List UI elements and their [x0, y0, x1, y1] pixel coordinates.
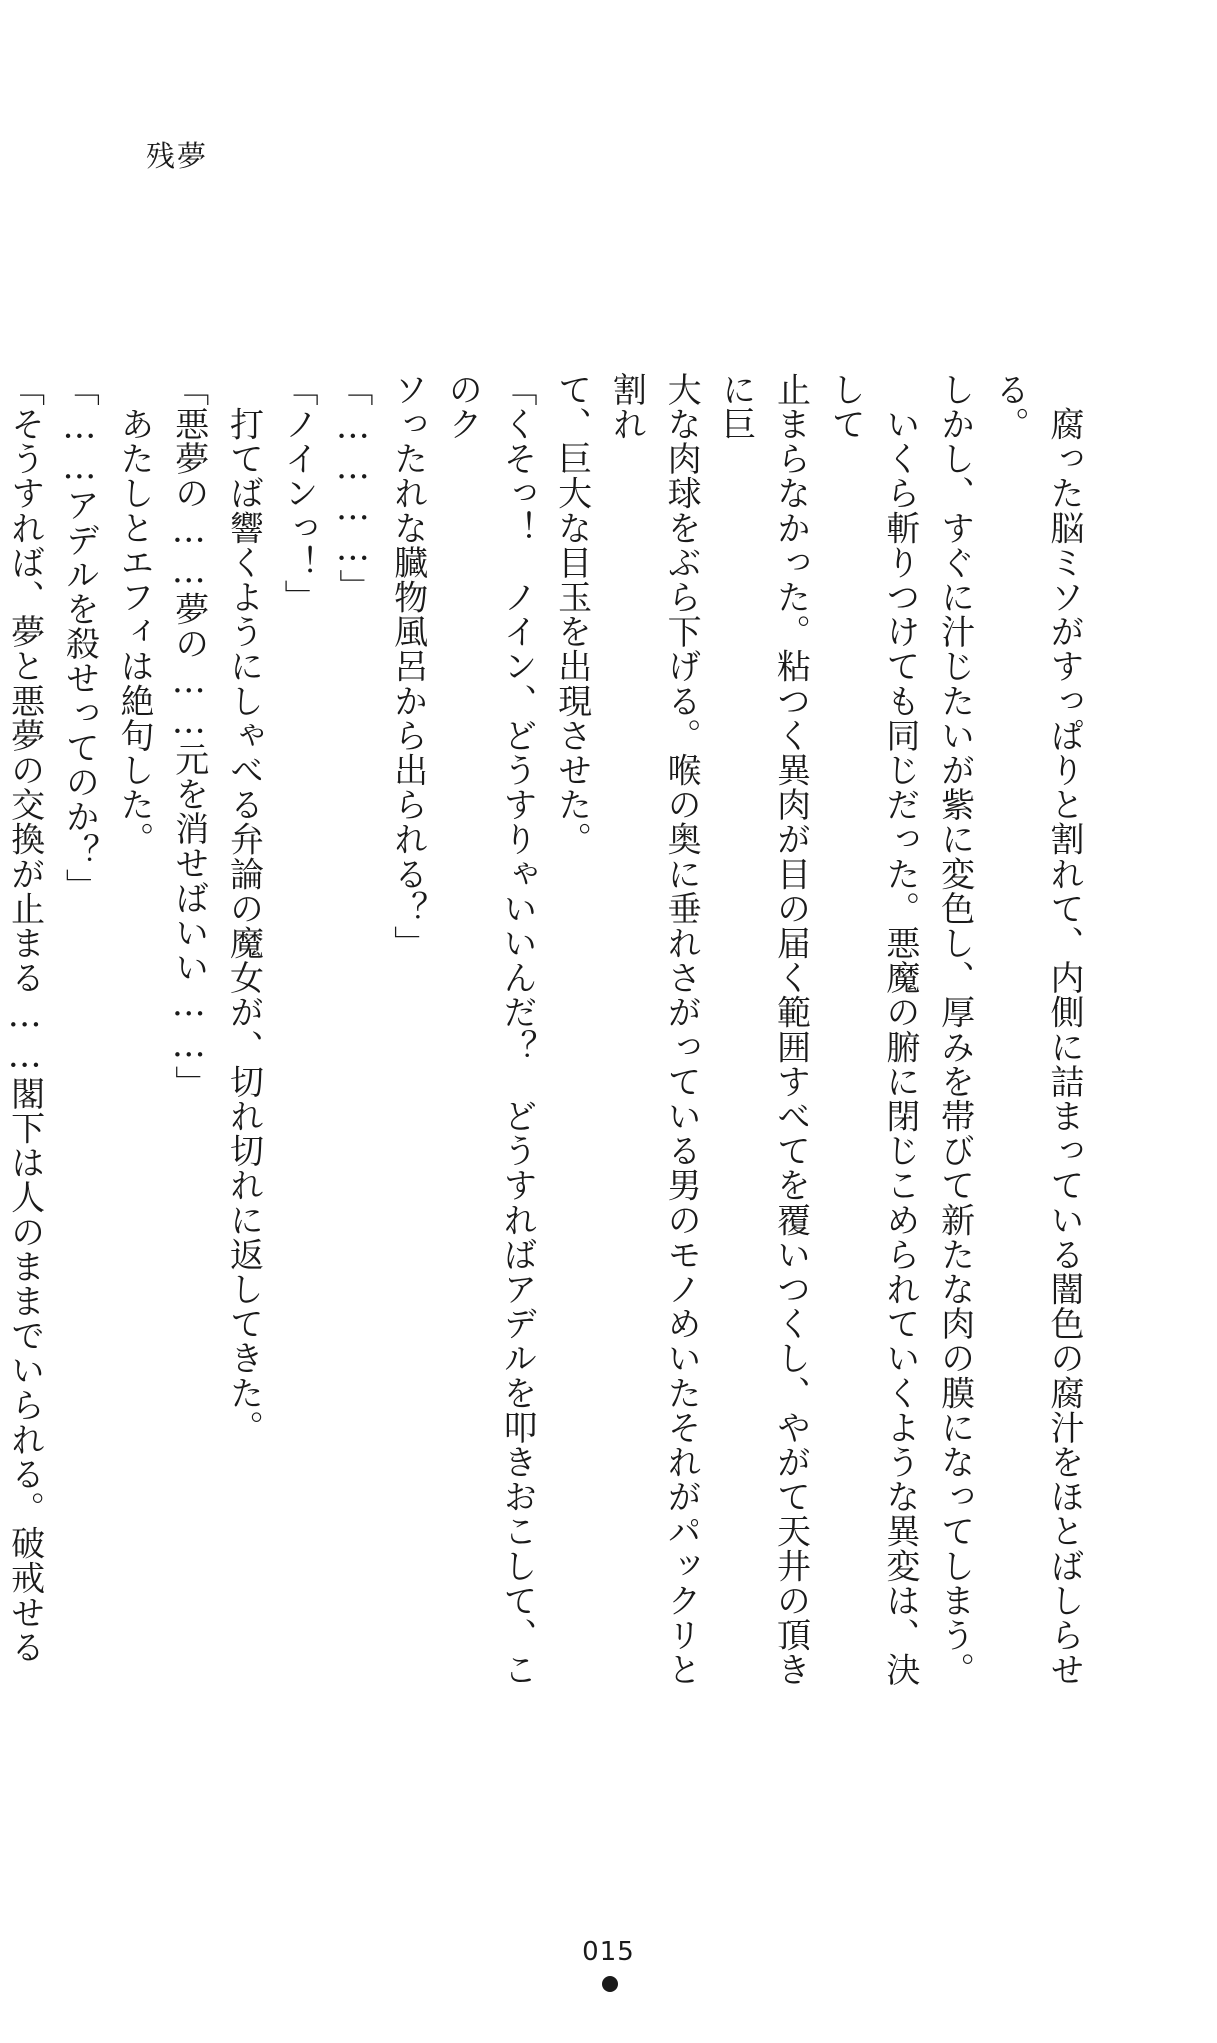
text-line: いくら斬りつけても同じだった。悪魔の腑に閉じこめられていくような異変は、決して — [825, 372, 920, 1687]
text-line: 大な肉球をぶら下げる。喉の奥に垂れさがっている男のモノめいたそれがパックリと割れ — [606, 372, 702, 1687]
chapter-title: 残夢 — [146, 139, 209, 173]
text-line: 腐った脳ミソがすっぱりと割れて、内側に詰まっている闇色の腐汁をほとばしらせる。 — [989, 372, 1084, 1687]
dialogue-line: 「悪夢の……夢の……元を消せばいい……」 — [168, 372, 209, 1100]
text-line: あたしとエフィは絶句した。 — [114, 372, 155, 857]
page-marker-dot — [602, 1976, 618, 1992]
dialogue-line: 「…………」 — [332, 372, 373, 604]
vertical-body-text — [4, 372, 1091, 1693]
dialogue-line: 「ノインっ！」 — [278, 372, 319, 615]
dialogue-line: 「……アデルを殺せってのか？」 — [59, 372, 100, 903]
dialogue-line: 「そうすれば、夢と悪夢の交換が止まる……閣下は人のままでいられる。破戒せる — [4, 372, 45, 1665]
dialogue-line: ソったれな臓物風呂から出られる？」 — [387, 372, 428, 961]
text-line: 打てば響くようにしゃべる弁論の魔女が、切れ切れに返してきた。 — [223, 372, 264, 1445]
text-line: て、巨大な目玉を出現させた。 — [551, 372, 592, 857]
text-line: 止まらなかった。粘つく異肉が目の届く範囲すべてを覆いつくし、やがて天井の頂きに巨 — [715, 372, 811, 1687]
text-line: しかし、すぐに汁じたいが紫に変色し、厚みを帯びて新たな肉の膜になってしまう。 — [934, 372, 975, 1687]
dialogue-line: 「くそっ！ ノイン、どうすりゃいいんだ？ どうすればアデルを叩きおこして、このク — [442, 372, 537, 1687]
page-number: 015 — [582, 1937, 635, 1967]
